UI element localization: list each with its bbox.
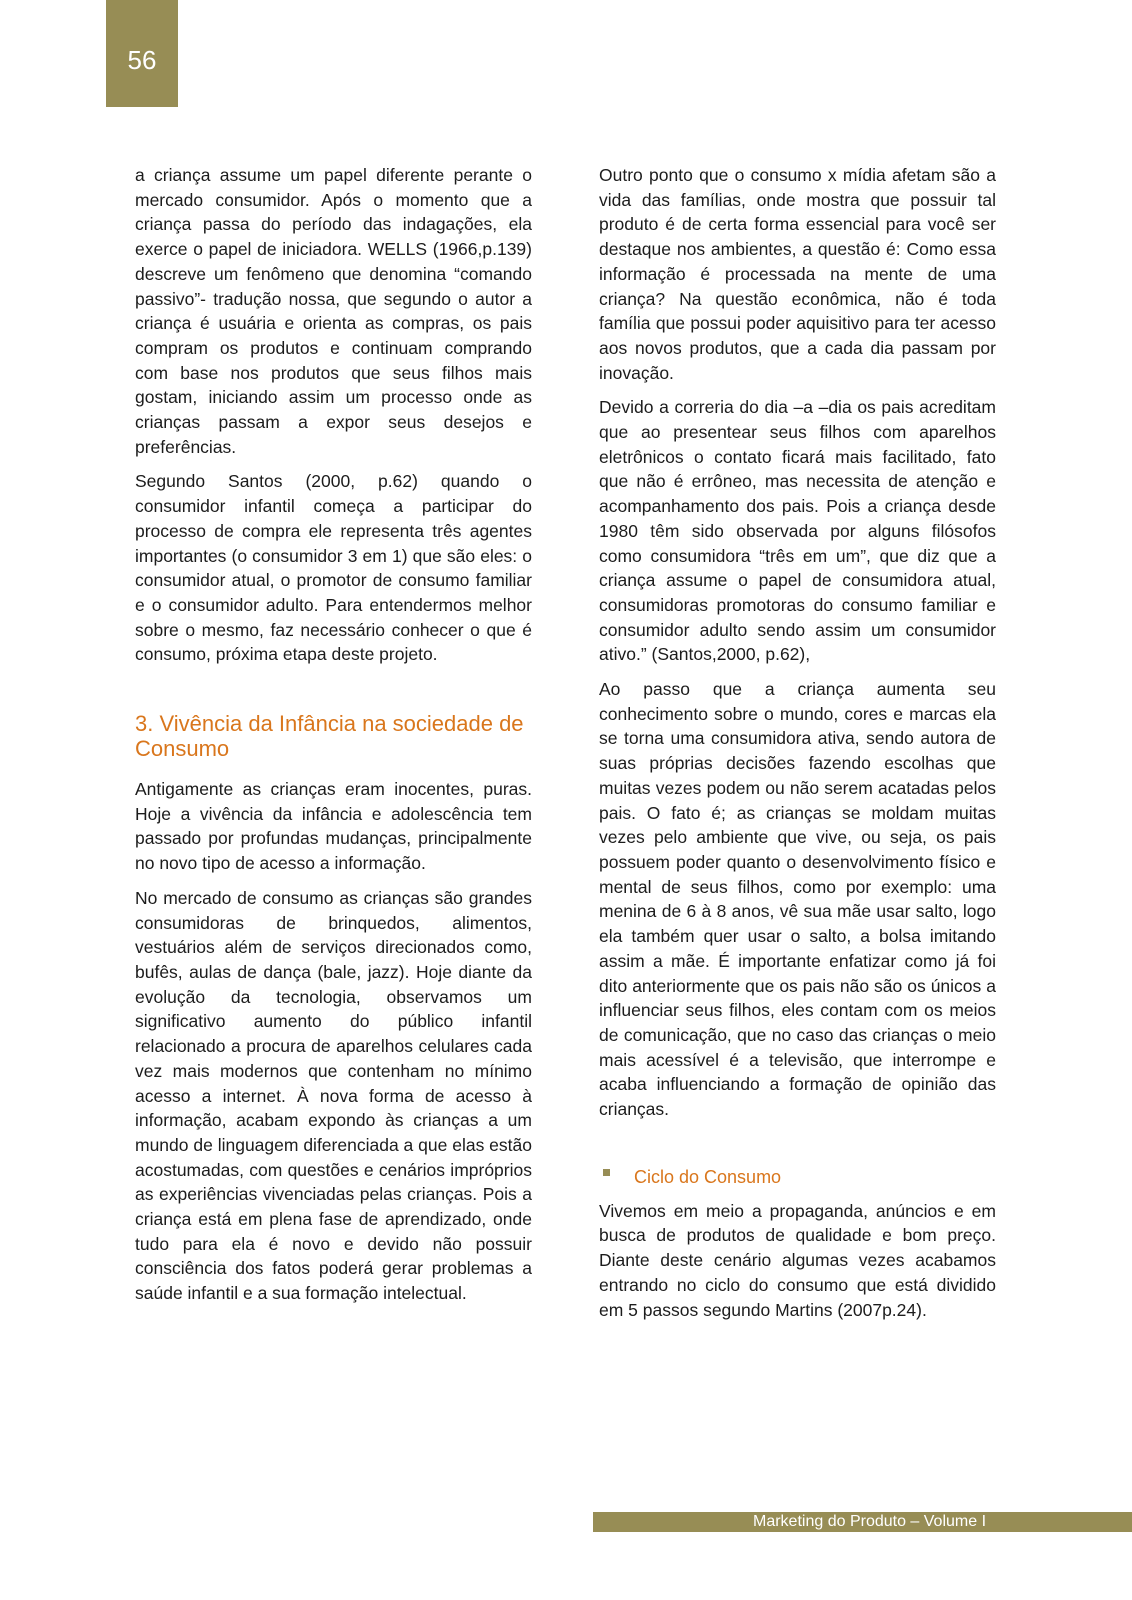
paragraph: Outro ponto que o consumo x mídia afetam são a vida das famílias, onde mostra que possuir tal produto é de certa forma essencial para você ser destaque nos ambientes, a questão é: Como essa informação é processada na mente de uma criança? Na questão econômica, não é toda família que possui poder aquisitivo para ter acesso aos novos produtos, que a cada dia passam por inovação. — [599, 165, 996, 383]
paragraph: Ao passo que a criança aumenta seu conhecimento sobre o mundo, cores e marcas ela se torna uma consumidora ativa, sendo autora de suas próprias decisões fazendo escolhas que muitas vezes podem ou não serem acatadas pelos pais. O fato é; as crianças se moldam muitas vezes pelo ambiente que vive, ou seja, os pais possuem poder quanto o desenvolvimento físico e mental de seus filhos, como por exemplo: uma menina de 6 à 8 anos, vê sua mãe usar salto, logo ela também quer usar o salto, a bolsa imitando assim a mãe. É importante enfatizar como já foi dito anteriormente que os pais não são os únicos a influenciar seus filhos, eles contam com os meios de comunicação, que no caso das crianças o meio mais acessível é a televisão, que interrompe e acaba influenciando a formação de opinião das crianças. — [599, 679, 996, 1120]
paragraph: a criança assume um papel diferente perante o mercado consumidor. Após o momento que a criança passa do período das indagações, ela exerce o papel de iniciadora. WELLS (1966,p.139) descreve um fenômeno que denomina “comando passivo”- tradução nossa, que segundo o autor a criança é usuária e orienta as compras, os pais compram os produtos e continuam comprando com base nos produtos que seus filhos mais gostam, iniciando assim um processo onde as crianças passam a expor seus desejos e preferências. — [135, 165, 532, 457]
paragraph: Vivemos em meio a propaganda, anúncios e em busca de produtos de qualidade e bom preço. Diante deste cenário algumas vezes acabamos entrando no ciclo do consumo que está dividido em 5 passos segundo Martins (2007p.24). — [599, 1200, 996, 1320]
subsection-heading — [599, 1165, 996, 1189]
footer-title: Marketing do Produto – Volume I — [753, 1513, 987, 1530]
paragraph: Devido a correria do dia –a –dia os pais acreditam que ao presentear seus filhos com aparelhos eletrônicos o contato ficará mais facilitado, fato que não é errôneo, mas necessita de atenção e acompanhamento dos pais. Pois a criança desde 1980 têm sido observada por alguns filósofos como consumidora “três em um”, que diz que a criança assume o papel de consumidora atual, consumidoras promotoras do consumo familiar e consumidor adulto sendo assim um consumidor ativo.” (Santos,2000, p.62), — [599, 397, 996, 665]
section-title: 3. Vivência da Infância na sociedade de Consumo — [135, 711, 524, 762]
page-number: 56 — [106, 0, 178, 107]
paragraph: No mercado de consumo as crianças são grandes consumidoras de brinquedos, alimentos, vestuários além de serviços direcionados como, bufês, aulas de dança (bale, jazz). Hoje diante da evolução da tecnologia, observamos um significativo aumento do público infantil relacionado a procura de aparelhos celulares cada vez mais modernos que contenham no mínimo acesso a internet. À nova forma de acesso à informação, acabam expondo às crianças a um mundo de linguagem diferenciada a que elas estão acostumadas, com questões e cenários impróprios as experiências vivenciadas pelas crianças. Pois a criança está em plena fase de aprendizado, onde tudo para ela é novo e devido não possuir consciência dos fatos poderá gerar problemas a saúde infantil e a sua formação intelectual. — [135, 887, 532, 1304]
footer-bar — [593, 1512, 1132, 1532]
paragraph: Antigamente as crianças eram inocentes, puras. Hoje a vivência da infância e adolescência tem passado por profundas mudanças, principalmente no novo tipo de acesso a informação. — [135, 779, 532, 874]
right-column — [599, 163, 996, 1332]
subsection-title: Ciclo do Consumo — [634, 1166, 782, 1187]
paragraph: Segundo Santos (2000, p.62) quando o consumidor infantil começa a participar do processo de compra ele representa três agentes importantes (o consumidor 3 em 1) que são eles: o consumidor atual, o promotor de consumo familiar e o consumidor adulto. Para entendermos melhor sobre o mesmo, faz necessário conhecer o que é consumo, próxima etapa deste projeto. — [135, 471, 532, 665]
square-bullet-icon — [603, 1169, 610, 1176]
left-column — [135, 163, 532, 1316]
